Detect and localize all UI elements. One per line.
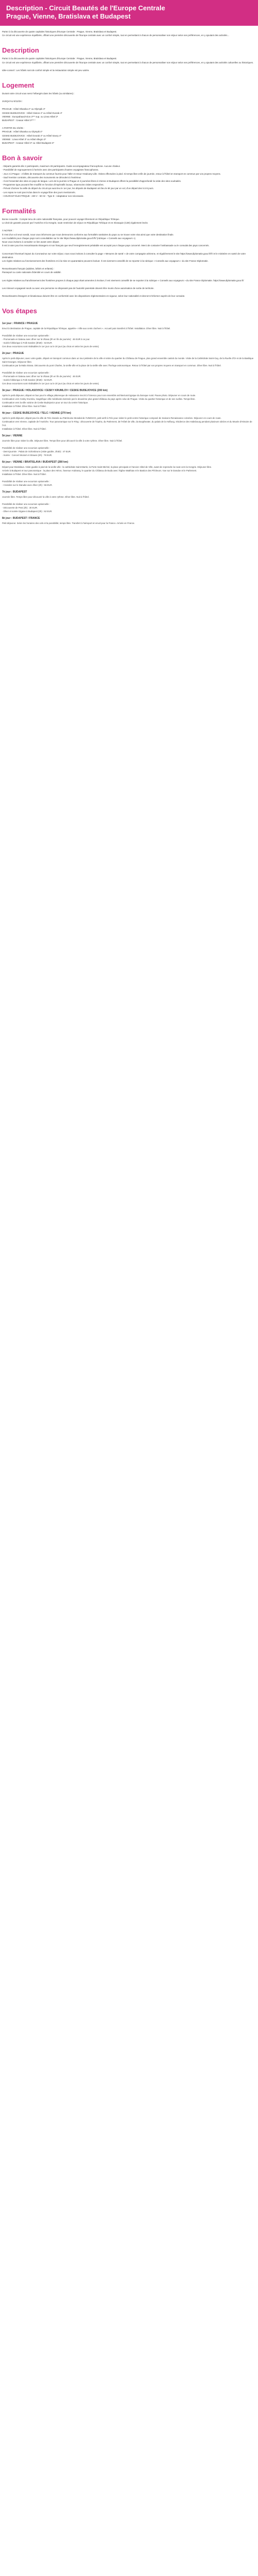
section-heading: Description bbox=[2, 46, 39, 55]
itinerary bbox=[0, 321, 258, 530]
section-paragraph: À NOTER : Il n'est d'un vol veut nossib, nous vous informons que nous demeurons conforme aux formalités sanitaires du pays ou se trouve votre visa ainsi que votre destination finale. Les modalités pour chaque pays sont consultables sur le site https://www.diplomatie.gouv.fr/fr/ (rubrique « Conseils aux voyageurs »). Nous vous invitons à consulter ce lien avant votre départ. Il est à noter pour les ressortissants étrangers et non français que seul l'enregistrement préalable est accepté pour chaque pays concerné. Merci de contacter l'ambassade ou le consulat des pays concernés. bbox=[2, 229, 209, 247]
section-paragraph: Concernant l'éventuel impact du Coronavirus sur votre séjour, nous vous invitons à consulter la page « Mesures de santé » de votre compagnie aérienne, et régulièrement le site https://www.diplomatie.gouv.fr/fr/ et le ministère en santé de votre destination. Les règles relatives au fonctionnement des frontières et à la mise en quarantaine peuvent évoluer. Il est vivement conseillé de se reporter à la rubrique « Conseils aux voyageurs » du site France Diplomatie. bbox=[2, 252, 246, 262]
itinerary-day-body: Départ pour Bratislava. Visite guidée à pied de la vieille ville : la cathédrale Saint-Martin, la Porte Saint-Michel, la place principale et l'ancien Hôtel de Ville, avant de reprendre la route vers la Hongrie. Déjeuner libre. Arrivée à Budapest et tour panoramique : la place des Héros, l'avenue Andrassy, le quartier du Château de Buda avec l'église Matthias et le Bastion des Pêcheurs. Vue sur le Danube et le Parlement. Installation à l'hôtel. Dîner libre. Nuit à l'hôtel. Possibilité de réaliser une excursion optionnelle : - Croisière sur le Danube avec dîner (2h) : 55 EUR. bbox=[2, 466, 212, 487]
itinerary-day-title: 6è jour : VIENNE / BRATISLAVA / BUDAPEST (280 km) bbox=[2, 461, 68, 464]
itinerary-day-body: Petit déjeuner. Selon les horaires des vols et la possibilité, temps libre. Transfert à l'aéroport et envol pour la France. Arrivée en France. bbox=[2, 522, 135, 525]
section-paragraph: Bonne nouvelle : Compte tenu de votre nationalité française, pour pouvoir voyager librement en République Tchèque. Le droit de garantir pouvoir par l'Autriche et la Hongrie, toute restriction de séjour en République Tchèque et en Slovaquie (CZE) également levée. bbox=[2, 218, 149, 225]
itinerary-day-body: Après le petit déjeuner, départ en bus pour le village pittoresque de Holasovice inscrit à l'Unesco pour son ensemble architectural typique du baroque rural. Pause photo. Déjeuner en cours de route. Continuation vers Cesky Krumlov, magnifique ville médiévale dominée par le deuxième plus grand château du pays après celui de Prague. Visite du quartier historique et de ses ruelles. Temps libre. Continuation vers la ville voisine de Ceske Budejovice pour un tour du centre historique. Installation à l'hôtel. Dîner libre. Nuit à l'hôtel. bbox=[2, 394, 196, 408]
itinerary-day-body: Après le petit déjeuner, avec votre guide, départ en transport commun dans un tour pédestre de la ville et visite du quartier du Château de Prague, plus grand ensemble castral du monde. Visite de la Cathédrale Saint-Guy, de la Ruelle d'Or et de la Basilique Saint-Georges. Déjeuner libre. Continuation par la Mala Strana. Découverte du pont Charles, la vieille ville et la place de la vieille ville avec l'horloge astronomique. Retour à l'hôtel par vos propres moyens en transport en commun. Dîner libre. Nuit à l'hôtel. Possibilité de réaliser une excursion optionnelle : - Promenade en bateau avec dîner sur la Vltava (2h en fin de journée) : 46 EUR. - Soirée folklorique à Folk Garden (3h30) : 64 EUR. Ces deux excursions sont réalisables le 1er jour ou le 2è jour (au choix et selon les jours de vente). bbox=[2, 357, 254, 385]
section-paragraph: Partez à la découverte de quatre capitales historiques d'Europe Centrale : Prague, Vienne, Bratislava et Budapest. Ce circuit est une expérience équilibrée, offrant une première découverte de l'Europe centrale avec un confort simple, tout en permettant à chacun de personnaliser son séjour selon ses préférences, en y ajoutant des activités... bbox=[2, 30, 230, 37]
itinerary-day-title: 7è jour : BUDAPEST bbox=[2, 490, 27, 494]
section-5 bbox=[0, 307, 258, 319]
itinerary-day-body: Envol à destination de Prague, capitale de la République Tchèque, appelée « Ville aux cents clochers ». Accueil puis transfert à l'hôtel. Installation. Dîner libre. Nuit à l'hôtel. Possibilité de réaliser une excursion optionnelle : - Promenade en bateau avec dîner sur la Vltava (2h en fin de journée) : 46 EUR à ce jour. - Soirée folklorique à Folk Garden (3h30) : 64 EUR. Ces deux excursions sont réalisables le 1er jour ou le 2è jour (au choix et selon les jours de vente). bbox=[2, 327, 171, 348]
itinerary-day-title: 2è jour : PRAGUE bbox=[2, 352, 24, 355]
section-heading: Bon à savoir bbox=[2, 154, 43, 162]
section-paragraph: Idée-conseil : Les hôtels sont de confort simple et la restauration simple est peu variée. bbox=[2, 69, 90, 72]
section-0 bbox=[0, 30, 258, 43]
section-paragraph: Les règles relatives au franchissement des frontières propres à chaque pays étant amenées à évoluer, il est vivement conseillé de se reporter à la rubrique « Conseils aux voyageurs » du site France Diplomatie. https://www.diplomatie.gouv.fr/ bbox=[2, 279, 244, 282]
section-paragraph: PRAGUE : Hôtel Olsanka 4* ou Olympik 4* CESKE BUDEJOVICE : Hôtel Clarion 4* ou Hôtel Dvorak 4* VIENNE : Europahaus/Arion 3*** sup. ou Linea Hôtel 3* BUDAPEST : Ceasar Hôtel 3*** * bbox=[2, 108, 62, 122]
section-paragraph: - Départs garantis dès 2 participants, maximum 49 participants. Guide accompagnateur francophone. Aucune chaleur. - Possibilité de regroupement à l'arrivée avec des participants d'autres voyagistes francophones. - Jour 2 à Prague : 2 billets de transport du commun fournis pour l'aller et retour Hradcany-Lille. Visites effectuées à pied. Si temps libre enfin de journée, retour à l'hôtel en transport en commun par vos propres moyens. - Sauf mention contraire, découverte des monuments se déroulent à l'extérieur. - Il est l'essentiel des sites en pays de langue. Lors de la journée à Prague et 2 journées libres à Vienne et Budapest offrent la possibilité d'approfondir la visite des sites souhaités. - Programme type pouvant être modifié en fonction d'impératifs locaux, néanmoins visites respectées. - Prévoir d'arriver la veille du départ du circuit qui aura lieu le 1er jour, les départs de Budapest ont lieu le 8è jour par un vol, d'un départ des 5 à 9 jours. - Les repas ne sont pas inclus dans le voyage libre des jours mentionnés. - COURANT ÉLECTRIQUE : 230 V - 50 Hz - Type E : Adaptateur non nécessaire. bbox=[2, 165, 221, 197]
itinerary-day-body: Journée libre pour visiter la ville. Déjeuner libre. Temps libre pour découvrir la ville à votre rythme. Dîner libre. Nuit à l'hôtel. Possibilité de réaliser une excursion optionnelle : - Demi-journée : Palais de Schönbrunn (visite guidée, 3h30) : 47 EUR. - Soirée : Concert Mozart et Strauss (2h) : 78 EUR. bbox=[2, 439, 123, 457]
itinerary-day-title: 8è jour : BUDAPEST / FRANCE bbox=[2, 517, 40, 520]
section-heading: Logement bbox=[2, 81, 35, 90]
section-paragraph: Partez à la découverte de quatre capitales historiques d'Europe Centrale : Prague, Vienne, Bratislava et Budapest. Ce circuit est une expérience équilibrée, offrant une première découverte de l'Europe centrale avec un confort simple, tout en permettant à chacun de personnaliser son séjour selon ses préférences, en y ajoutant des activités culturelles ou historiques. bbox=[2, 57, 254, 64]
itinerary-day-title: 5è jour : VIENNE bbox=[2, 434, 23, 438]
section-paragraph: Les mineurs voyageant seuls ou avec une personne ne disposant pas de l'autorité parentale doivent être munis d'une autorisation de sortie de territoire. bbox=[2, 286, 154, 290]
section-paragraph: JUSQU'AU 8/12/24 : bbox=[2, 100, 23, 103]
page-subtitle: Prague, Vienne, Bratislava et Budapest bbox=[6, 12, 131, 20]
itinerary-day-title: 1er jour : FRANCE / PRAGUE bbox=[2, 322, 38, 326]
page-title bbox=[0, 0, 258, 21]
section-heading: Formalités bbox=[2, 207, 36, 215]
section-paragraph: Durant votre circuit vous serez hébergés dans les hôtels (ou similaires) : bbox=[2, 92, 75, 95]
section-3 bbox=[0, 154, 258, 204]
section-4 bbox=[0, 207, 258, 304]
section-paragraph: A PARTIR DU 2/3/25 : PRAGUE : Hôtel Olsanka ou Olympik 4* CESKE BUDEJOVICE : Hôtel Dvorak 4* ou Hôtel Savoy 4* VIENNE : Linea Hôtel 3* ou Hôtel Allegro 3* BUDAPEST : Ceasar Hôtel 3* ou Hôtel Budapest 3* bbox=[2, 127, 61, 145]
section-heading: Vos étapes bbox=[2, 307, 37, 315]
page-title-text: Description - Circuit Beautés de l'Europe Centrale bbox=[6, 4, 165, 12]
section-paragraph: Ressortissants étrangers et binationaux doivent être en conformité avec les dispositions réglementaires en vigueur, selon leur nationalité et devront s'informer auprès de leur consulat. bbox=[2, 294, 185, 297]
section-1 bbox=[0, 46, 258, 78]
section-paragraph: Ressortissants français (adultes, bébés et enfants) : Passeport ou carte nationale d'identité en cours de validité. bbox=[2, 267, 61, 274]
title-bar bbox=[0, 0, 258, 26]
itinerary-day-title: 4è jour : CESKE BUDEJOVICE / TELC / VIENNE (270 km) bbox=[2, 412, 71, 415]
section-2 bbox=[0, 81, 258, 151]
itinerary-day-body: Après le petit déjeuner, départ pour la ville de Telc classée au Patrimoine Mondial de l'UNESCO, petit arrêt à Telc pour visiter le petit centre historique composé de maisons Renaissance colorées. Déjeuner en cours de route. Continuation vers Vienne, capitale de l'Autriche. Tour panoramique sur le Ring : découverte de l'Opéra, du Parlement, de l'Hôtel de ville, du Burgtheater, du palais de la Hofburg, résidence des Habsbourg pendant plusieurs siècles et du Musée d'Histoire de l'Art. Installation à l'hôtel. Dîner libre. Nuit à l'hôtel. bbox=[2, 417, 252, 431]
content bbox=[0, 30, 258, 530]
itinerary-day-title: 3è jour : PRAGUE / HOLASOVICE / CESKY KRUMLOV / CESKE BUDEJOVICE (200 km) bbox=[2, 389, 108, 393]
itinerary-day-body: Journée libre. Temps libre pour découvrir la ville à votre rythme. Dîner libre. Nuit à l'hôtel. Possibilité de réaliser une excursion optionnelle : - Découverte de Pest (3h) : 30 EUR. - Dîner et soirée tzigane à Budapest (3h) : 62 EUR. bbox=[2, 496, 89, 513]
